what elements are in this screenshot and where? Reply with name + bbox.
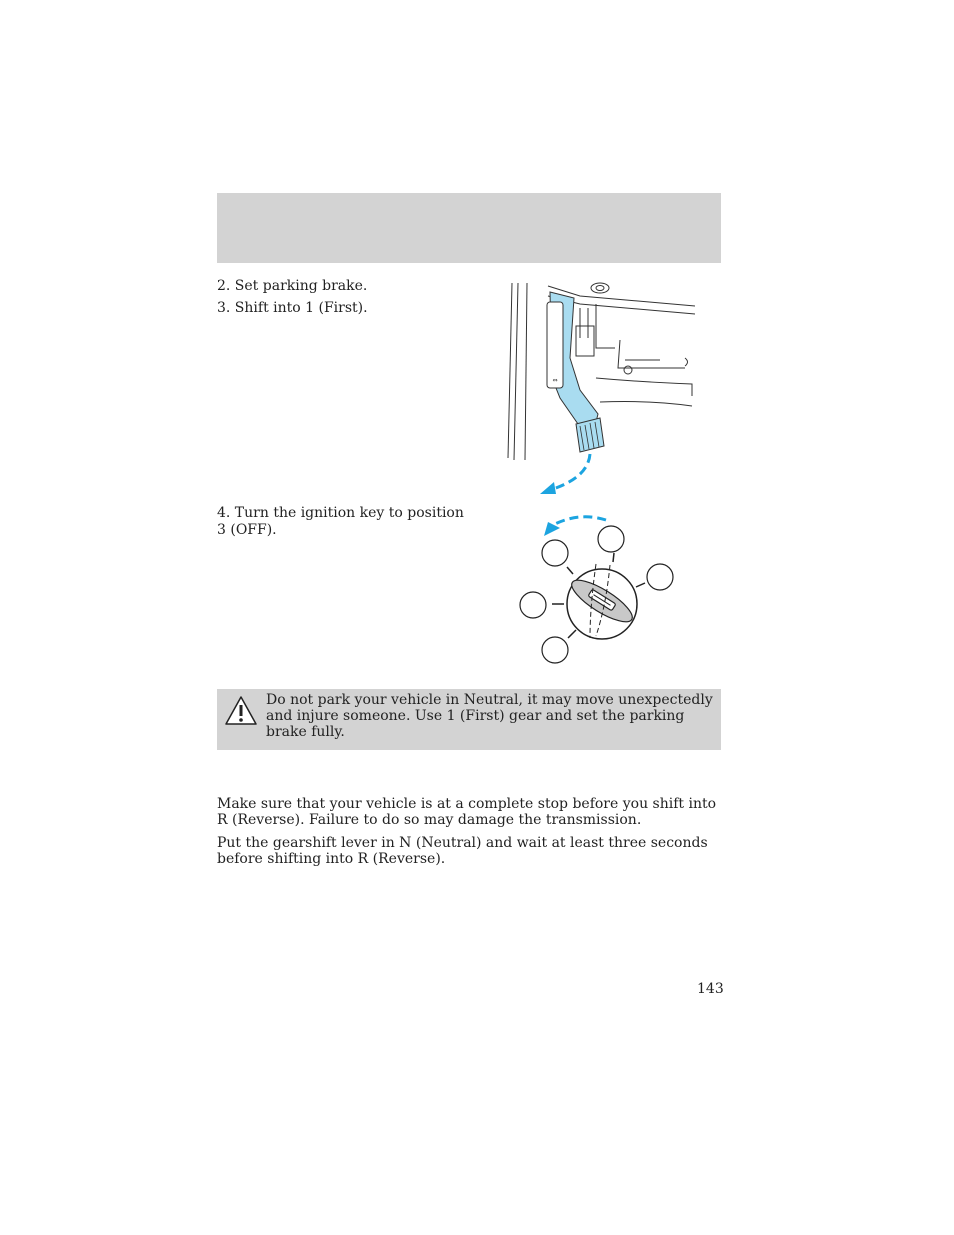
ignition-switch-illustration bbox=[510, 510, 690, 670]
step-shift-first: 3. Shift into 1 (First). bbox=[217, 300, 368, 316]
step-turn-ignition: 4. Turn the ignition key to position 3 (OFF). bbox=[217, 505, 464, 538]
warning-box bbox=[217, 689, 721, 750]
section-header-band bbox=[217, 193, 721, 263]
reverse-paragraph-2: Put the gearshift lever in N (Neutral) and wait at least three seconds before shifting into R (Reverse). bbox=[217, 835, 708, 867]
page-number: 143 bbox=[697, 981, 724, 997]
warning-triangle-icon bbox=[224, 694, 258, 728]
reverse-paragraph-1: Make sure that your vehicle is at a complete stop before you shift into R (Reverse). Failure to do so may damage the transmission. bbox=[217, 796, 717, 828]
svg-text:⇔: ⇔ bbox=[552, 377, 558, 384]
step-set-parking-brake: 2. Set parking brake. bbox=[217, 278, 368, 294]
clutch-pedal-illustration bbox=[500, 278, 710, 500]
warning-text: Do not park your vehicle in Neutral, it may move unexpectedly and injure someone. Use 1 (First) gear and set the parking brake fully. bbox=[266, 692, 713, 740]
